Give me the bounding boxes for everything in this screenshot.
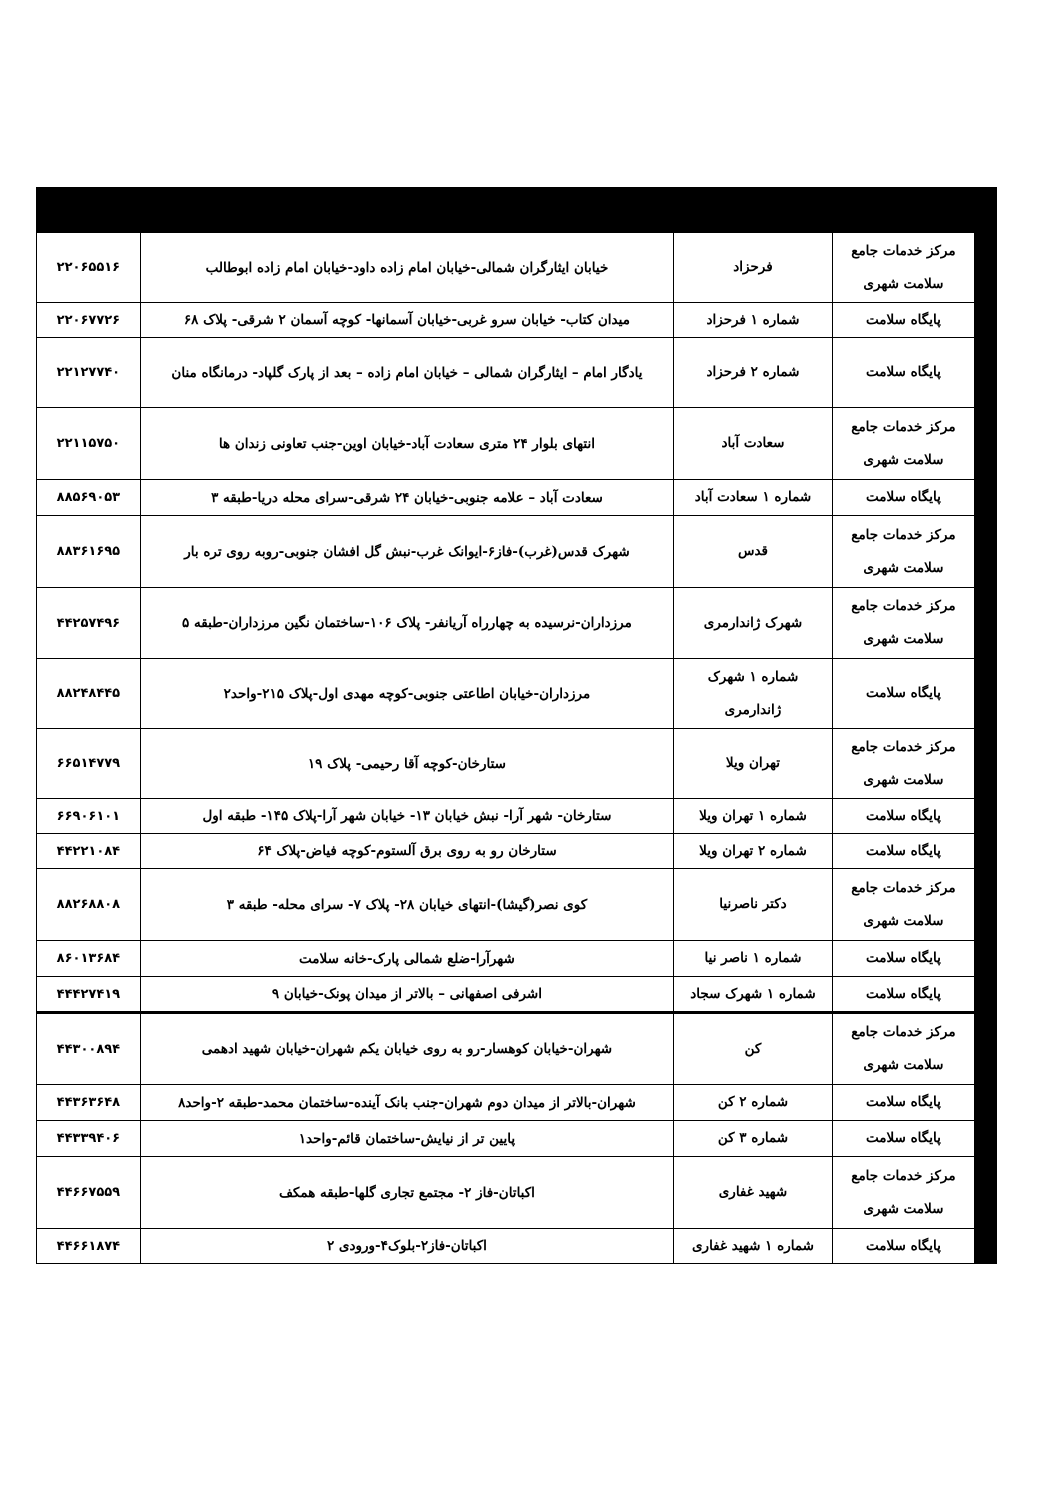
- table-row: [37, 729, 975, 799]
- facility-phone-cell: ۴۴۴۲۷۴۱۹: [37, 977, 141, 1013]
- facility-phone-cell: ۸۸۲۶۸۸۰۸: [37, 869, 141, 941]
- facility-address-cell: ستارخان رو به روی برق آلستوم-کوچه فیاض-پلاک ۶۴: [140, 834, 673, 869]
- facility-address-cell: یادگار امام – ایثارگران شمالی – خیابان امام زاده – بعد از پارک گلپاد- درمانگاه منان: [140, 338, 673, 408]
- facility-name-cell: شماره ۱ شهید غفاری: [674, 1229, 833, 1264]
- facility-phone-cell: ۴۴۲۲۱۰۸۴: [37, 834, 141, 869]
- facility-name-cell: شماره ۲ کن: [674, 1085, 833, 1121]
- facility-type-cell: مرکز خدمات جامع سلامت شهری: [832, 869, 974, 941]
- facility-phone-cell: ۲۲۰۶۵۵۱۶: [37, 233, 141, 303]
- facility-name-cell: شماره ۱ فرحزاد: [674, 303, 833, 338]
- facility-type-cell: پایگاه سلامت: [832, 799, 974, 834]
- table-row: [37, 588, 975, 659]
- facility-phone-cell: ۴۴۲۵۷۴۹۶: [37, 588, 141, 659]
- facility-name-cell: قدس: [674, 516, 833, 588]
- facility-name-cell: فرحزاد: [674, 233, 833, 303]
- facility-type-cell: مرکز خدمات جامع سلامت شهری: [832, 1013, 974, 1085]
- facility-address-cell: خیابان ایثارگران شمالی-خیابان امام زاده داود-خیابان امام زاده ابوطالب: [140, 233, 673, 303]
- facility-type-cell: مرکز خدمات جامع سلامت شهری: [832, 588, 974, 659]
- facility-phone-cell: ۲۲۱۱۵۷۵۰: [37, 408, 141, 480]
- facility-address-cell: شهران-خیابان کوهسار-رو به روی خیابان یکم شهران-خیابان شهید ادهمی: [140, 1013, 673, 1085]
- facility-phone-cell: ۴۴۶۶۱۸۷۴: [37, 1229, 141, 1264]
- facility-phone-cell: ۸۸۵۶۹۰۵۳: [37, 480, 141, 516]
- table-row: [37, 338, 975, 408]
- table-row: [37, 977, 975, 1013]
- table-row: [37, 1013, 975, 1085]
- facility-phone-cell: ۲۲۱۲۷۷۴۰: [37, 338, 141, 408]
- facility-name-cell: سعادت آباد: [674, 408, 833, 480]
- table-header-bar: [36, 187, 997, 232]
- facility-name-cell: تهران ویلا: [674, 729, 833, 799]
- facility-type-cell: پایگاه سلامت: [832, 1121, 974, 1157]
- facility-phone-cell: ۸۸۳۶۱۶۹۵: [37, 516, 141, 588]
- facility-phone-cell: ۲۲۰۶۷۷۲۶: [37, 303, 141, 338]
- facility-name-cell: شهید غفاری: [674, 1157, 833, 1229]
- facility-type-cell: پایگاه سلامت: [832, 480, 974, 516]
- facility-type-cell: مرکز خدمات جامع سلامت شهری: [832, 1157, 974, 1229]
- facility-name-cell: شماره ۱ ناصر نیا: [674, 941, 833, 977]
- facility-name-cell: کن: [674, 1013, 833, 1085]
- facility-type-cell: پایگاه سلامت: [832, 941, 974, 977]
- facility-address-cell: مرزداران-خیابان اطاعتی جنوبی-کوچه مهدی اول-پلاک ۲۱۵-واحد۲: [140, 659, 673, 729]
- table-row: [37, 869, 975, 941]
- table-row: [37, 408, 975, 480]
- facility-name-cell: شماره ۲ تهران ویلا: [674, 834, 833, 869]
- facility-type-cell: پایگاه سلامت: [832, 659, 974, 729]
- table-wrap: [36, 232, 997, 1264]
- table-row: [37, 1229, 975, 1264]
- facility-name-cell: شماره ۳ کن: [674, 1121, 833, 1157]
- facility-phone-cell: ۴۴۳۶۳۶۴۸: [37, 1085, 141, 1121]
- facility-address-cell: ستارخان- شهر آرا- نبش خیابان ۱۳- خیابان شهر آرا-پلاک ۱۴۵- طبقه اول: [140, 799, 673, 834]
- facility-address-cell: انتهای بلوار ۲۴ متری سعادت آباد-خیابان اوین-جنب تعاونی زندان ها: [140, 408, 673, 480]
- table-row: [37, 1121, 975, 1157]
- facility-type-cell: پایگاه سلامت: [832, 977, 974, 1013]
- facility-address-cell: سعادت آباد – علامه جنوبی-خیابان ۲۴ شرقی-سرای محله دریا-طبقه ۳: [140, 480, 673, 516]
- facility-phone-cell: ۴۴۳۳۹۴۰۶: [37, 1121, 141, 1157]
- facility-phone-cell: ۸۶۰۱۳۶۸۴: [37, 941, 141, 977]
- table-row: [37, 659, 975, 729]
- table-row: [37, 941, 975, 977]
- table-row: [37, 1157, 975, 1229]
- facility-address-cell: ستارخان-کوچه آقا رحیمی- پلاک ۱۹: [140, 729, 673, 799]
- facility-type-cell: پایگاه سلامت: [832, 1085, 974, 1121]
- facility-address-cell: اکباتان-فاز ۲- مجتمع تجاری گلها-طبقه همکف: [140, 1157, 673, 1229]
- table-row: [37, 516, 975, 588]
- facility-sheet: [36, 187, 997, 1264]
- facility-type-cell: مرکز خدمات جامع سلامت شهری: [832, 233, 974, 303]
- facility-address-cell: مرزداران-نرسیده به چهارراه آریانفر- پلاک ۱۰۶-ساختمان نگین مرزداران-طبقه ۵: [140, 588, 673, 659]
- facility-name-cell: شماره ۱ سعادت آباد: [674, 480, 833, 516]
- table-row: [37, 480, 975, 516]
- facility-phone-cell: ۶۶۹۰۶۱۰۱: [37, 799, 141, 834]
- facility-name-cell: شماره ۲ فرحزاد: [674, 338, 833, 408]
- facility-type-cell: پایگاه سلامت: [832, 303, 974, 338]
- facility-type-cell: پایگاه سلامت: [832, 1229, 974, 1264]
- table-row: [37, 233, 975, 303]
- facility-table: [36, 232, 975, 1264]
- facility-type-cell: مرکز خدمات جامع سلامت شهری: [832, 516, 974, 588]
- facility-address-cell: میدان کتاب- خیابان سرو غربی-خیابان آسمانها- کوچه آسمان ۲ شرقی- پلاک ۶۸: [140, 303, 673, 338]
- facility-type-cell: مرکز خدمات جامع سلامت شهری: [832, 729, 974, 799]
- facility-address-cell: شهرک قدس(غرب)-فاز۶-ایوانک غرب-نبش گل افشان جنوبی-روبه روی تره بار: [140, 516, 673, 588]
- table-row: [37, 303, 975, 338]
- facility-phone-cell: ۴۴۶۶۷۵۵۹: [37, 1157, 141, 1229]
- right-edge-strip: [975, 232, 997, 1264]
- table-row: [37, 799, 975, 834]
- facility-phone-cell: ۸۸۲۴۸۴۴۵: [37, 659, 141, 729]
- facility-address-cell: اشرفی اصفهانی – بالاتر از میدان پونک-خیابان ۹: [140, 977, 673, 1013]
- facility-phone-cell: ۴۴۳۰۰۸۹۴: [37, 1013, 141, 1085]
- facility-name-cell: شماره ۱ تهران ویلا: [674, 799, 833, 834]
- facility-address-cell: کوی نصر(گیشا)-انتهای خیابان ۲۸- پلاک ۷- سرای محله- طبقه ۳: [140, 869, 673, 941]
- facility-phone-cell: ۶۶۵۱۴۷۷۹: [37, 729, 141, 799]
- facility-address-cell: شهرآرا-ضلع شمالی پارک-خانه سلامت: [140, 941, 673, 977]
- facility-type-cell: پایگاه سلامت: [832, 834, 974, 869]
- facility-name-cell: شماره ۱ شهرک ژاندارمری: [674, 659, 833, 729]
- facility-name-cell: شماره ۱ شهرک سجاد: [674, 977, 833, 1013]
- facility-type-cell: مرکز خدمات جامع سلامت شهری: [832, 408, 974, 480]
- table-row: [37, 834, 975, 869]
- table-row: [37, 1085, 975, 1121]
- facility-address-cell: پایین تر از نیایش-ساختمان قائم-واحد۱: [140, 1121, 673, 1157]
- facility-address-cell: شهران-بالاتر از میدان دوم شهران-جنب بانک آینده-ساختمان محمد-طبقه ۲-واحد۸: [140, 1085, 673, 1121]
- facility-name-cell: شهرک ژاندارمری: [674, 588, 833, 659]
- facility-address-cell: اکباتان-فاز۲-بلوک۴-ورودی ۲: [140, 1229, 673, 1264]
- facility-type-cell: پایگاه سلامت: [832, 338, 974, 408]
- facility-name-cell: دکتر ناصرنیا: [674, 869, 833, 941]
